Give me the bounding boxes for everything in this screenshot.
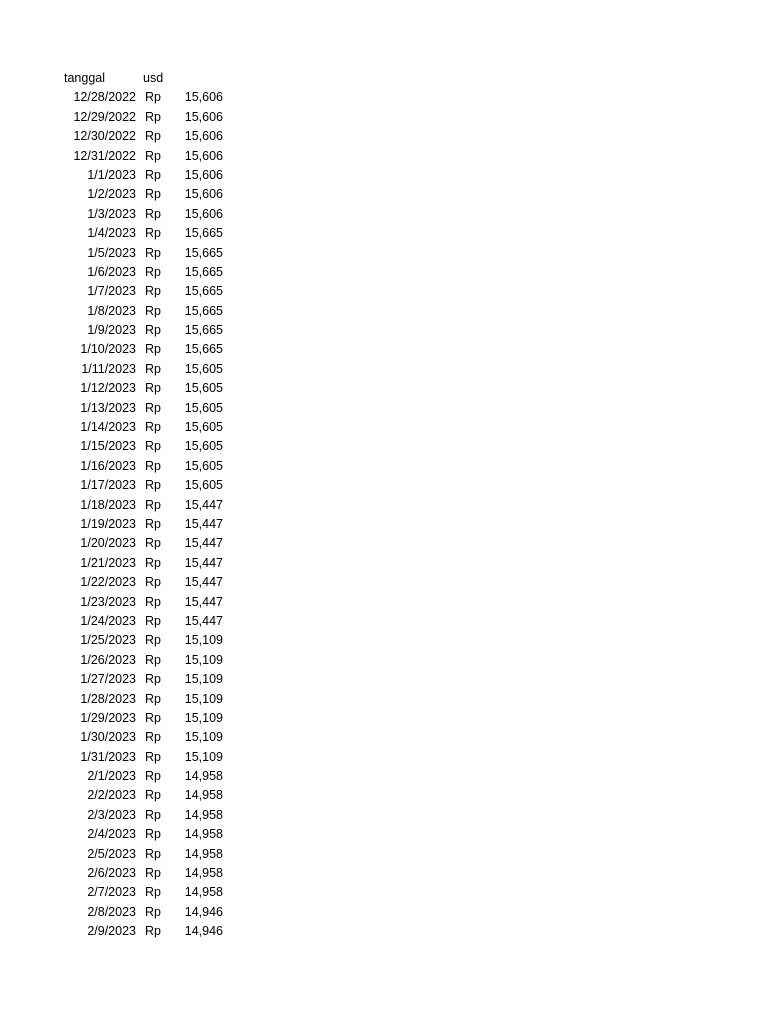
- table-row: [0, 282, 768, 301]
- date-cell: 1/13/2023: [80, 400, 136, 415]
- table-row: [0, 379, 768, 398]
- table-row: [0, 224, 768, 243]
- value-cell: 15,665: [184, 284, 223, 299]
- table-row: [0, 321, 768, 340]
- value-cell: 14,958: [184, 788, 223, 803]
- currency-cell: Rp: [145, 866, 161, 881]
- date-cell: 2/7/2023: [87, 885, 136, 900]
- date-cell: 2/2/2023: [87, 788, 136, 803]
- table-row: [0, 786, 768, 805]
- value-cell: 15,447: [184, 497, 223, 512]
- table-row: [0, 573, 768, 592]
- date-cell: 1/18/2023: [80, 497, 136, 512]
- table-row: [0, 728, 768, 747]
- table-row: [0, 709, 768, 728]
- date-cell: 1/4/2023: [87, 226, 136, 241]
- value-cell: 15,665: [184, 342, 223, 357]
- date-cell: 1/19/2023: [80, 516, 136, 531]
- value-cell: 15,109: [184, 633, 223, 648]
- value-cell: 15,606: [184, 167, 223, 182]
- currency-cell: Rp: [145, 691, 161, 706]
- table-row: [0, 922, 768, 941]
- value-cell: 15,606: [184, 109, 223, 124]
- table-row: [0, 399, 768, 418]
- date-cell: 1/23/2023: [80, 594, 136, 609]
- currency-cell: Rp: [145, 613, 161, 628]
- date-cell: 1/24/2023: [80, 613, 136, 628]
- currency-cell: Rp: [145, 827, 161, 842]
- currency-cell: Rp: [145, 342, 161, 357]
- currency-cell: Rp: [145, 439, 161, 454]
- table-row: [0, 806, 768, 825]
- value-cell: 14,958: [184, 846, 223, 861]
- value-cell: 15,605: [184, 400, 223, 415]
- table-row: [0, 88, 768, 107]
- date-cell: 1/11/2023: [81, 361, 136, 376]
- table-row: [0, 670, 768, 689]
- value-cell: 15,605: [184, 361, 223, 376]
- date-cell: 1/1/2023: [87, 167, 136, 182]
- date-cell: 1/10/2023: [80, 342, 136, 357]
- currency-cell: Rp: [145, 458, 161, 473]
- table-row: [0, 554, 768, 573]
- date-cell: 2/3/2023: [87, 807, 136, 822]
- currency-cell: Rp: [145, 749, 161, 764]
- currency-cell: Rp: [145, 90, 161, 105]
- value-cell: 15,665: [184, 323, 223, 338]
- currency-cell: Rp: [145, 672, 161, 687]
- currency-cell: Rp: [145, 652, 161, 667]
- date-cell: 1/5/2023: [87, 245, 136, 260]
- value-cell: 15,447: [184, 555, 223, 570]
- currency-cell: Rp: [145, 788, 161, 803]
- value-cell: 15,447: [184, 516, 223, 531]
- table-row: [0, 593, 768, 612]
- header-usd: usd: [143, 71, 164, 85]
- table-row: [0, 185, 768, 204]
- date-cell: 1/6/2023: [87, 264, 136, 279]
- currency-cell: Rp: [145, 633, 161, 648]
- currency-cell: Rp: [145, 226, 161, 241]
- currency-cell: Rp: [145, 575, 161, 590]
- date-cell: 1/22/2023: [80, 575, 136, 590]
- value-cell: 15,109: [184, 710, 223, 725]
- table-row: [0, 205, 768, 224]
- date-cell: 12/31/2022: [73, 148, 136, 163]
- currency-cell: Rp: [145, 400, 161, 415]
- currency-cell: Rp: [145, 381, 161, 396]
- currency-cell: Rp: [145, 807, 161, 822]
- currency-cell: Rp: [145, 206, 161, 221]
- header-row: [0, 69, 768, 88]
- currency-cell: Rp: [145, 710, 161, 725]
- currency-cell: Rp: [145, 904, 161, 919]
- table-row: [0, 883, 768, 902]
- value-cell: 15,447: [184, 613, 223, 628]
- table-row: [0, 845, 768, 864]
- table-row: [0, 244, 768, 263]
- table-row: [0, 612, 768, 631]
- table-row: [0, 147, 768, 166]
- value-cell: 14,958: [184, 866, 223, 881]
- date-cell: 1/25/2023: [80, 633, 136, 648]
- table-row: [0, 437, 768, 456]
- table-row: [0, 127, 768, 146]
- table-row: [0, 748, 768, 767]
- currency-cell: Rp: [145, 361, 161, 376]
- currency-cell: Rp: [145, 924, 161, 939]
- value-cell: 15,665: [184, 264, 223, 279]
- currency-cell: Rp: [145, 846, 161, 861]
- date-cell: 1/20/2023: [80, 536, 136, 551]
- currency-cell: Rp: [145, 129, 161, 144]
- currency-cell: Rp: [145, 594, 161, 609]
- value-cell: 15,606: [184, 148, 223, 163]
- table-row: [0, 864, 768, 883]
- table-row: [0, 825, 768, 844]
- date-cell: 2/6/2023: [87, 866, 136, 881]
- value-cell: 15,606: [184, 206, 223, 221]
- date-cell: 1/8/2023: [87, 303, 136, 318]
- date-cell: 1/17/2023: [80, 478, 136, 493]
- value-cell: 15,605: [184, 458, 223, 473]
- date-cell: 2/8/2023: [87, 904, 136, 919]
- currency-cell: Rp: [145, 284, 161, 299]
- date-cell: 1/26/2023: [80, 652, 136, 667]
- date-cell: 1/31/2023: [80, 749, 136, 764]
- currency-cell: Rp: [145, 885, 161, 900]
- date-cell: 1/30/2023: [80, 730, 136, 745]
- currency-cell: Rp: [145, 109, 161, 124]
- table-row: [0, 631, 768, 650]
- currency-cell: Rp: [145, 555, 161, 570]
- date-cell: 1/2/2023: [87, 187, 136, 202]
- value-cell: 15,665: [184, 303, 223, 318]
- table-row: [0, 166, 768, 185]
- table-row: [0, 418, 768, 437]
- spreadsheet-table: [0, 69, 768, 942]
- date-cell: 12/29/2022: [73, 109, 136, 124]
- value-cell: 15,109: [184, 691, 223, 706]
- table-row: [0, 767, 768, 786]
- currency-cell: Rp: [145, 323, 161, 338]
- table-row: [0, 496, 768, 515]
- currency-cell: Rp: [145, 478, 161, 493]
- currency-cell: Rp: [145, 516, 161, 531]
- currency-cell: Rp: [145, 730, 161, 745]
- value-cell: 14,946: [184, 904, 223, 919]
- date-cell: 2/9/2023: [87, 924, 136, 939]
- date-cell: 2/4/2023: [87, 827, 136, 842]
- table-row: [0, 476, 768, 495]
- date-cell: 1/29/2023: [80, 710, 136, 725]
- date-cell: 1/7/2023: [87, 284, 136, 299]
- value-cell: 15,109: [184, 730, 223, 745]
- table-row: [0, 903, 768, 922]
- value-cell: 15,109: [184, 652, 223, 667]
- value-cell: 14,946: [184, 924, 223, 939]
- value-cell: 15,447: [184, 594, 223, 609]
- currency-cell: Rp: [145, 245, 161, 260]
- table-row: [0, 651, 768, 670]
- table-row: [0, 108, 768, 127]
- date-cell: 1/9/2023: [87, 323, 136, 338]
- value-cell: 15,605: [184, 381, 223, 396]
- date-cell: 1/15/2023: [80, 439, 136, 454]
- table-row: [0, 515, 768, 534]
- value-cell: 15,606: [184, 129, 223, 144]
- date-cell: 1/14/2023: [80, 420, 136, 435]
- currency-cell: Rp: [145, 769, 161, 784]
- value-cell: 15,109: [184, 749, 223, 764]
- value-cell: 15,605: [184, 439, 223, 454]
- date-cell: 2/1/2023: [87, 769, 136, 784]
- header-tanggal: tanggal: [64, 71, 106, 85]
- currency-cell: Rp: [145, 187, 161, 202]
- currency-cell: Rp: [145, 536, 161, 551]
- value-cell: 15,605: [184, 420, 223, 435]
- value-cell: 15,109: [184, 672, 223, 687]
- currency-cell: Rp: [145, 497, 161, 512]
- table-row: [0, 302, 768, 321]
- date-cell: 12/28/2022: [73, 90, 136, 105]
- date-cell: 2/5/2023: [87, 846, 136, 861]
- currency-cell: Rp: [145, 167, 161, 182]
- date-cell: 1/28/2023: [80, 691, 136, 706]
- table-row: [0, 263, 768, 282]
- value-cell: 15,665: [184, 226, 223, 241]
- table-row: [0, 360, 768, 379]
- date-cell: 1/12/2023: [80, 381, 136, 396]
- table-row: [0, 690, 768, 709]
- table-row: [0, 340, 768, 359]
- date-cell: 1/21/2023: [80, 555, 136, 570]
- currency-cell: Rp: [145, 420, 161, 435]
- currency-cell: Rp: [145, 148, 161, 163]
- value-cell: 14,958: [184, 885, 223, 900]
- date-cell: 1/27/2023: [80, 672, 136, 687]
- table-row: [0, 457, 768, 476]
- value-cell: 15,447: [184, 575, 223, 590]
- value-cell: 15,606: [184, 187, 223, 202]
- value-cell: 15,665: [184, 245, 223, 260]
- table-row: [0, 534, 768, 553]
- value-cell: 14,958: [184, 827, 223, 842]
- value-cell: 14,958: [184, 769, 223, 784]
- currency-cell: Rp: [145, 303, 161, 318]
- date-cell: 1/16/2023: [80, 458, 136, 473]
- value-cell: 15,605: [184, 478, 223, 493]
- value-cell: 15,606: [184, 90, 223, 105]
- date-cell: 12/30/2022: [73, 129, 136, 144]
- currency-cell: Rp: [145, 264, 161, 279]
- table-body: [0, 88, 768, 941]
- value-cell: 15,447: [184, 536, 223, 551]
- date-cell: 1/3/2023: [87, 206, 136, 221]
- value-cell: 14,958: [184, 807, 223, 822]
